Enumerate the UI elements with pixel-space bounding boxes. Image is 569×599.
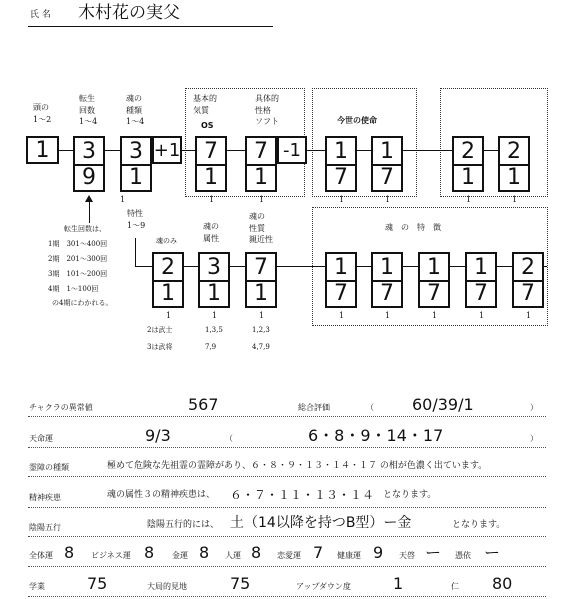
fortune-value-1: 8 [144,543,155,562]
gakugyo-label: 学業 [29,582,45,591]
feature-box-3: 1 7 [418,252,450,308]
fortune-value-7: ー [484,543,501,562]
fortune-label-2: 金運 [172,551,188,560]
tenmei-list: 6・8・9・14・17 [308,426,444,445]
chakra-value: 567 [188,395,219,414]
fortune-label-0: 全体運 [29,551,53,560]
fortune-label-4: 恋愛運 [277,551,301,560]
feature-box-5: 2 7 [512,252,544,308]
taikyoku-value: 75 [230,574,251,593]
onmyo-post: となります。 [452,520,506,530]
note-a-1: 2は武士 [147,326,173,334]
reinc-note-4: 4期 1～100回 [48,285,99,293]
tenmei-value: 9/3 [145,426,171,445]
soul-type-label: 魂の 種類 1～4 [126,94,145,127]
row2-below-f5: 1 [526,311,532,320]
soul-type-box: 3 1 [120,136,152,192]
row2-below-f1: 1 [339,311,345,320]
feature-box-1: 1 7 [325,252,357,308]
gakugyo-value: 75 [87,574,108,593]
tenmei-open: （ [225,434,233,443]
reinc-arrow-head [85,195,93,202]
fortune-label-5: 健康運 [337,551,361,560]
row2-box-a: 2 1 [152,252,184,308]
minus-box: -1 [277,136,307,164]
plus-box: +1 [152,136,182,164]
note-b-2: 7,9 [205,343,217,351]
mental-label: 精神疾患 [29,493,61,502]
reinc-note-1: 1期 301～400回 [48,240,108,248]
row2-vertical [135,238,136,266]
onmyo-pre: 陰陽五行的には、 [147,520,220,530]
row1-below-r1: 1 [466,195,472,204]
row1-below-basic: 1 [209,195,215,204]
total-label: 総合評価 [298,403,330,412]
fortune-value-4: 7 [313,543,324,562]
row1-below-r2: 1 [512,195,518,204]
right-box-2: 2 1 [498,136,530,192]
row2-box-c: 7 1 [245,252,277,308]
jin-value: 80 [492,574,513,593]
divider-6 [28,566,546,567]
note-c-1: 1,2,3 [252,326,270,334]
head-box: 1 [26,136,59,164]
divider-3 [28,476,546,477]
fortune-value-2: 8 [199,543,210,562]
fortune-value-0: 8 [64,543,75,562]
soul-only-label: 魂のみ [156,237,177,245]
total-close: ） [530,403,538,412]
note-c-2: 4,7,9 [252,343,270,351]
row2-below-b: 1 [212,311,218,320]
basic-label: 基本的 気質 [193,94,217,115]
onmyo-value: 土（14以降を持つB型）ー金 [230,515,412,531]
mental-post: となります。 [383,490,437,500]
row2-below-c: 1 [259,311,265,320]
total-open: （ [366,403,374,412]
reinc-note-5: の4期にわかれる。 [52,299,113,307]
divider-7 [28,596,546,597]
reinc-note-0: 転生回数は、 [64,225,106,233]
tenmei-close: ） [530,434,538,443]
specific-box: 7 1 [245,136,277,192]
obstacle-label: 霊障の種類 [29,463,69,472]
reinc-note-2: 2期 201～300回 [48,255,108,263]
soul-features-label: 魂 の 特 徴 [385,223,441,232]
right-box-1: 2 1 [452,136,484,192]
note-a-2: 3は武将 [147,343,173,351]
name-value: 木村花の実父 [78,3,180,23]
mental-value: ６・７・１１・１３・１４ [230,488,375,502]
fortune-value-5: 9 [373,543,384,562]
feature-box-2: 1 7 [371,252,403,308]
obstacle-text: 極めて危険な先祖霊の霊障があり、６・８・９・１３・１４・１７ の相が色濃く出ています。 [107,461,488,471]
fortune-value-3: 8 [251,543,262,562]
name-label: 氏 名 [30,10,51,20]
row1-below-m2: 1 [385,195,391,204]
divider-2 [28,447,546,448]
updown-label: アップダウン度 [296,582,351,591]
row1-below-m1: 1 [339,195,345,204]
reincarnation-label: 転生 回数 1～4 [79,94,98,127]
divider-4 [28,507,546,508]
row2-box-b: 3 1 [198,252,230,308]
onmyo-label: 陰陽五行 [29,523,61,532]
jin-label: 仁 [451,582,459,591]
divider-5 [28,536,546,537]
reinc-arrow-line [89,199,90,223]
reinc-note-3: 3期 101～200回 [48,270,108,278]
soul-attr-label: 魂の 属性 [203,222,219,243]
row2-below-a: 1 [166,311,172,320]
row1-below-specific: 1 [259,195,265,204]
fortune-label-3: 人運 [225,551,241,560]
row2-below-f2: 1 [385,311,391,320]
row1-below-soul: 1 [120,195,126,204]
note-b-1: 1,3,5 [205,326,223,334]
trait-label: 特性 1～9 [127,209,146,230]
os-label: OS [201,121,214,130]
mission-label: 今世の使命 [337,115,377,125]
fortune-label-1: ビジネス運 [91,551,131,560]
updown-value: 1 [393,574,404,593]
fortune-value-6: ー [425,543,442,562]
mission-box-1: 1 7 [325,136,357,192]
total-value: 60/39/1 [412,395,474,414]
taikyoku-label: 大局的見地 [147,582,187,591]
name-underline [28,26,273,27]
row2-below-f4: 1 [479,311,485,320]
fortune-label-7: 憑依 [455,551,471,560]
chakra-label: チャクラの異常値 [29,403,93,412]
basic-box: 7 1 [195,136,227,192]
row2-below-f3: 1 [432,311,438,320]
soul-close-label: 魂の 性質 親近性 [249,212,273,245]
mission-box-2: 1 7 [371,136,403,192]
specific-label: 具体的 性格 ソフト [255,94,279,127]
mental-pre: 魂の属性３の精神疾患は、 [107,490,216,500]
reincarnation-box: 3 9 [73,136,105,192]
divider-1 [28,416,546,417]
feature-box-4: 1 7 [465,252,497,308]
head-label: 頭の 1～2 [33,103,52,124]
tenmei-label: 天命運 [29,434,53,443]
fortune-label-6: 天啓 [399,551,415,560]
